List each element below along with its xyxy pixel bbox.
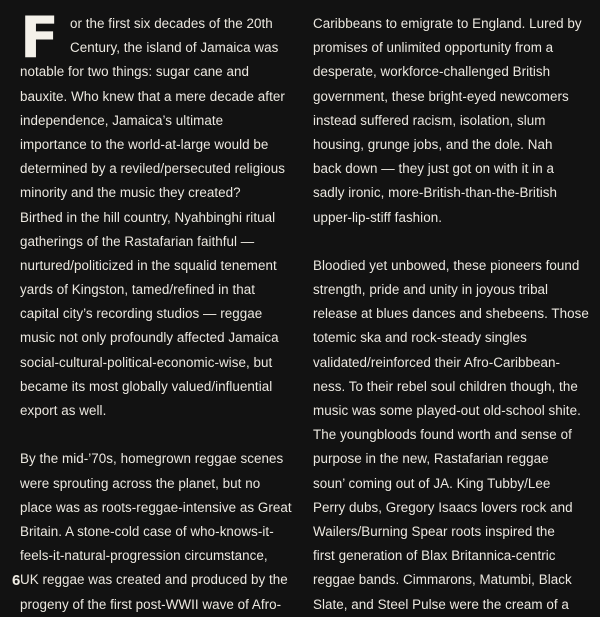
right-column [313, 12, 589, 617]
text-line: government, these bright-eyed newcomers [313, 88, 569, 104]
text-line: Slate, and Steel Pulse were the cream of a [313, 596, 569, 612]
text-line: nurtured/politicized in the squalid tenement [20, 257, 277, 273]
text-line: reggae bands. Cimmarons, Matumbi, Black [313, 572, 572, 588]
text-line: upper-lip-stiff fashion. [313, 209, 442, 225]
text-line: Wailers/Burning Spear roots inspired the [313, 523, 555, 539]
text-line: release at blues dances and shebeens. Those [313, 306, 589, 322]
text-line: first generation of Blax Britannica-centric [313, 548, 556, 564]
text-line: determined by a reviled/persecuted religious [20, 161, 285, 177]
text-line: promises of unlimited opportunity from a [313, 40, 554, 56]
text-line: Britain. A stone-cold case of who-knows-it- [20, 523, 274, 539]
text-line: independence, Jamaica’s ultimate [20, 112, 224, 128]
text-line: totemic ska and rock-steady singles [313, 330, 527, 346]
paragraph-gap [313, 230, 583, 254]
text-line: were sprouting across the planet, but no [20, 475, 261, 491]
text-line: strength, pride and unity in joyous tribal [313, 282, 549, 298]
text-line: validated/reinforced their Afro-Caribbean- [313, 354, 560, 370]
text-line: minority and the music they created? [20, 185, 241, 201]
text-line: UK reggae was created and produced by the [20, 572, 288, 588]
text-line: Caribbeans to emigrate to England. Lured by [313, 16, 582, 31]
text-line: export as well. [20, 403, 107, 418]
text-line: feels-it-natural-progression circumstance, [20, 548, 268, 564]
paragraph-1 [20, 5, 285, 423]
text-line: Perry dubs, Gregory Isaacs lovers rock and [313, 499, 573, 515]
text-line: The youngbloods found worth and sense of [313, 427, 572, 443]
text-line: or the first six decades of the 20th [70, 16, 273, 31]
page-number: 6 [12, 572, 21, 589]
drop-cap: F [20, 5, 59, 71]
left-column [20, 5, 292, 617]
text-line: housing, grunge jobs, and the dole. Nah [313, 136, 553, 152]
paragraph-gap [20, 423, 285, 447]
text-line: yards of Kingston, tamed/refined in that [20, 282, 255, 298]
text-line: gatherings of the Rastafarian faithful — [20, 233, 255, 249]
text-line: importance to the world-at-large would be [20, 136, 269, 152]
text-line: music not only profoundly affected Jamaica [20, 330, 279, 346]
text-line: became its most globally valued/influential [20, 378, 273, 394]
text-line: ness. To their rebel soul children though, the [313, 378, 578, 394]
text-line: purpose in the new, Rastafarian reggae [313, 451, 549, 467]
text-line: Century, the island of Jamaica was [70, 40, 279, 56]
text-line: sadly ironic, more-British-than-the-British [313, 185, 557, 201]
text-line: Birthed in the hill country, Nyahbinghi ritual [20, 209, 276, 225]
text-line: music was some played-out old-school shite. [313, 403, 581, 418]
text-line: instead suffered racism, isolation, slum [313, 112, 546, 128]
text-line: soun’ coming out of JA. King Tubby/Lee [313, 475, 551, 491]
text-line: progeny of the first post-WWII wave of Afro- [20, 596, 282, 612]
text-line: Bloodied yet unbowed, these pioneers found [313, 257, 580, 273]
text-line: notable for two things: sugar cane and [20, 64, 249, 80]
paragraph-3 [313, 12, 583, 230]
paragraph-2 [20, 447, 292, 616]
text-line: desperate, workforce-challenged British [313, 64, 551, 80]
paragraph-4 [313, 254, 589, 617]
text-line: place was as roots-reggae-intensive as Great [20, 499, 292, 515]
text-line: back down — they just got on with it in a [313, 161, 554, 177]
text-line: social-cultural-political-economic-wise, but [20, 354, 273, 370]
text-line: capital city’s recording studios — reggae [20, 306, 263, 322]
text-line: bauxite. Who knew that a mere decade after [20, 88, 285, 104]
text-line: By the mid-’70s, homegrown reggae scenes [20, 451, 284, 467]
